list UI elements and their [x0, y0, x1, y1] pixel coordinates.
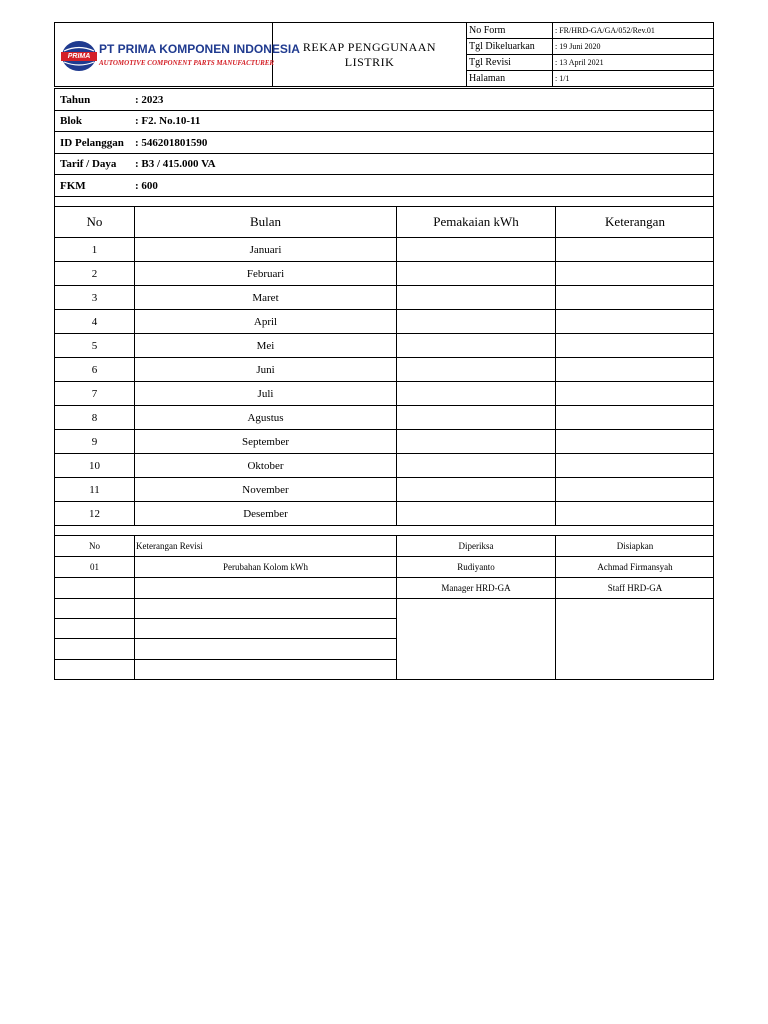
row-bulan: September: [241, 435, 290, 448]
row-bulan: Agustus: [247, 411, 284, 424]
info-label-id-pelanggan: ID Pelanggan: [60, 136, 124, 149]
column-header-no: No: [86, 214, 103, 229]
row-no: 4: [91, 315, 98, 328]
revision-header-no: No: [89, 541, 100, 551]
row-bulan: Juni: [256, 363, 275, 376]
meta-value-halaman: : 1/1: [555, 74, 570, 83]
company-name: PT PRIMA KOMPONEN INDONESIA: [99, 42, 300, 56]
info-value-fkm: : 600: [135, 179, 158, 192]
usage-table: [54, 206, 714, 536]
meta-value-no-form: : FR/HRD-GA/GA/052/Rev.01: [555, 26, 655, 35]
revision-entry-keterangan: Perubahan Kolom kWh: [223, 562, 308, 572]
revision-header-keterangan: Keterangan Revisi: [136, 541, 203, 551]
row-bulan: Januari: [249, 243, 282, 256]
row-no: 6: [91, 363, 98, 376]
info-label-tarif-daya: Tarif / Daya: [60, 158, 117, 170]
row-bulan: Juli: [257, 387, 274, 400]
info-value-blok: : F2. No.10-11: [135, 115, 201, 127]
meta-label-no-form: No Form: [469, 25, 506, 36]
row-bulan: Mei: [256, 339, 275, 352]
document-title-line2: LISTRIK: [344, 54, 395, 69]
row-no: 9: [91, 435, 98, 448]
meta-label-halaman: Halaman: [469, 73, 506, 84]
row-no: 1: [91, 243, 98, 256]
header-block: [54, 22, 714, 87]
company-tagline: AUTOMOTIVE COMPONENT PARTS MANUFACTURER: [99, 59, 275, 67]
info-block: [54, 88, 714, 207]
row-no: 2: [91, 267, 98, 280]
meta-value-tgl-revisi: : 13 April 2021: [555, 58, 604, 67]
column-header-bulan: Bulan: [249, 214, 282, 229]
row-no: 12: [89, 507, 100, 520]
row-no: 5: [91, 339, 98, 352]
company-logo: [60, 39, 98, 73]
document-title: [273, 23, 466, 86]
meta-label-tgl-revisi: Tgl Revisi: [469, 57, 511, 68]
signature-header-diperiksa: Diperiksa: [458, 541, 494, 551]
column-header-keterangan: Keterangan: [605, 214, 665, 229]
row-bulan: April: [253, 315, 278, 328]
row-no: 8: [91, 411, 98, 424]
signer-name-diperiksa: Rudiyanto: [457, 562, 495, 572]
row-no: 11: [89, 483, 100, 496]
row-no: 10: [89, 459, 100, 472]
signature-header-disiapkan: Disiapkan: [616, 541, 654, 551]
document-title-line1: REKAP PENGGUNAAN: [302, 39, 437, 54]
info-value-id-pelanggan: : 546201801590: [135, 136, 208, 149]
signer-role-disiapkan: Staff HRD-GA: [607, 583, 663, 593]
meta-label-tgl-dikeluarkan: Tgl Dikeluarkan: [469, 41, 535, 52]
logo-text: PRIMA: [67, 53, 91, 60]
row-no: 7: [91, 387, 98, 400]
revision-entry-no: 01: [90, 562, 99, 572]
row-bulan: Oktober: [247, 459, 284, 472]
row-bulan: Desember: [243, 507, 288, 520]
info-value-tarif-daya: : B3 / 415.000 VA: [135, 158, 216, 170]
info-label-tahun: Tahun: [60, 93, 91, 106]
row-bulan: November: [242, 483, 289, 496]
meta-value-tgl-dikeluarkan: : 19 Juni 2020: [555, 42, 601, 51]
info-value-tahun: : 2023: [135, 93, 164, 106]
column-header-pemakaian-kwh: Pemakaian kWh: [433, 214, 519, 229]
signer-role-diperiksa: Manager HRD-GA: [441, 583, 511, 593]
revision-block: [54, 535, 714, 680]
info-label-fkm: FKM: [60, 179, 86, 192]
info-label-blok: Blok: [60, 115, 83, 127]
row-bulan: Maret: [252, 291, 279, 304]
row-no: 3: [91, 291, 98, 304]
row-bulan: Februari: [246, 267, 285, 280]
signer-name-disiapkan: Achmad Firmansyah: [597, 562, 673, 572]
